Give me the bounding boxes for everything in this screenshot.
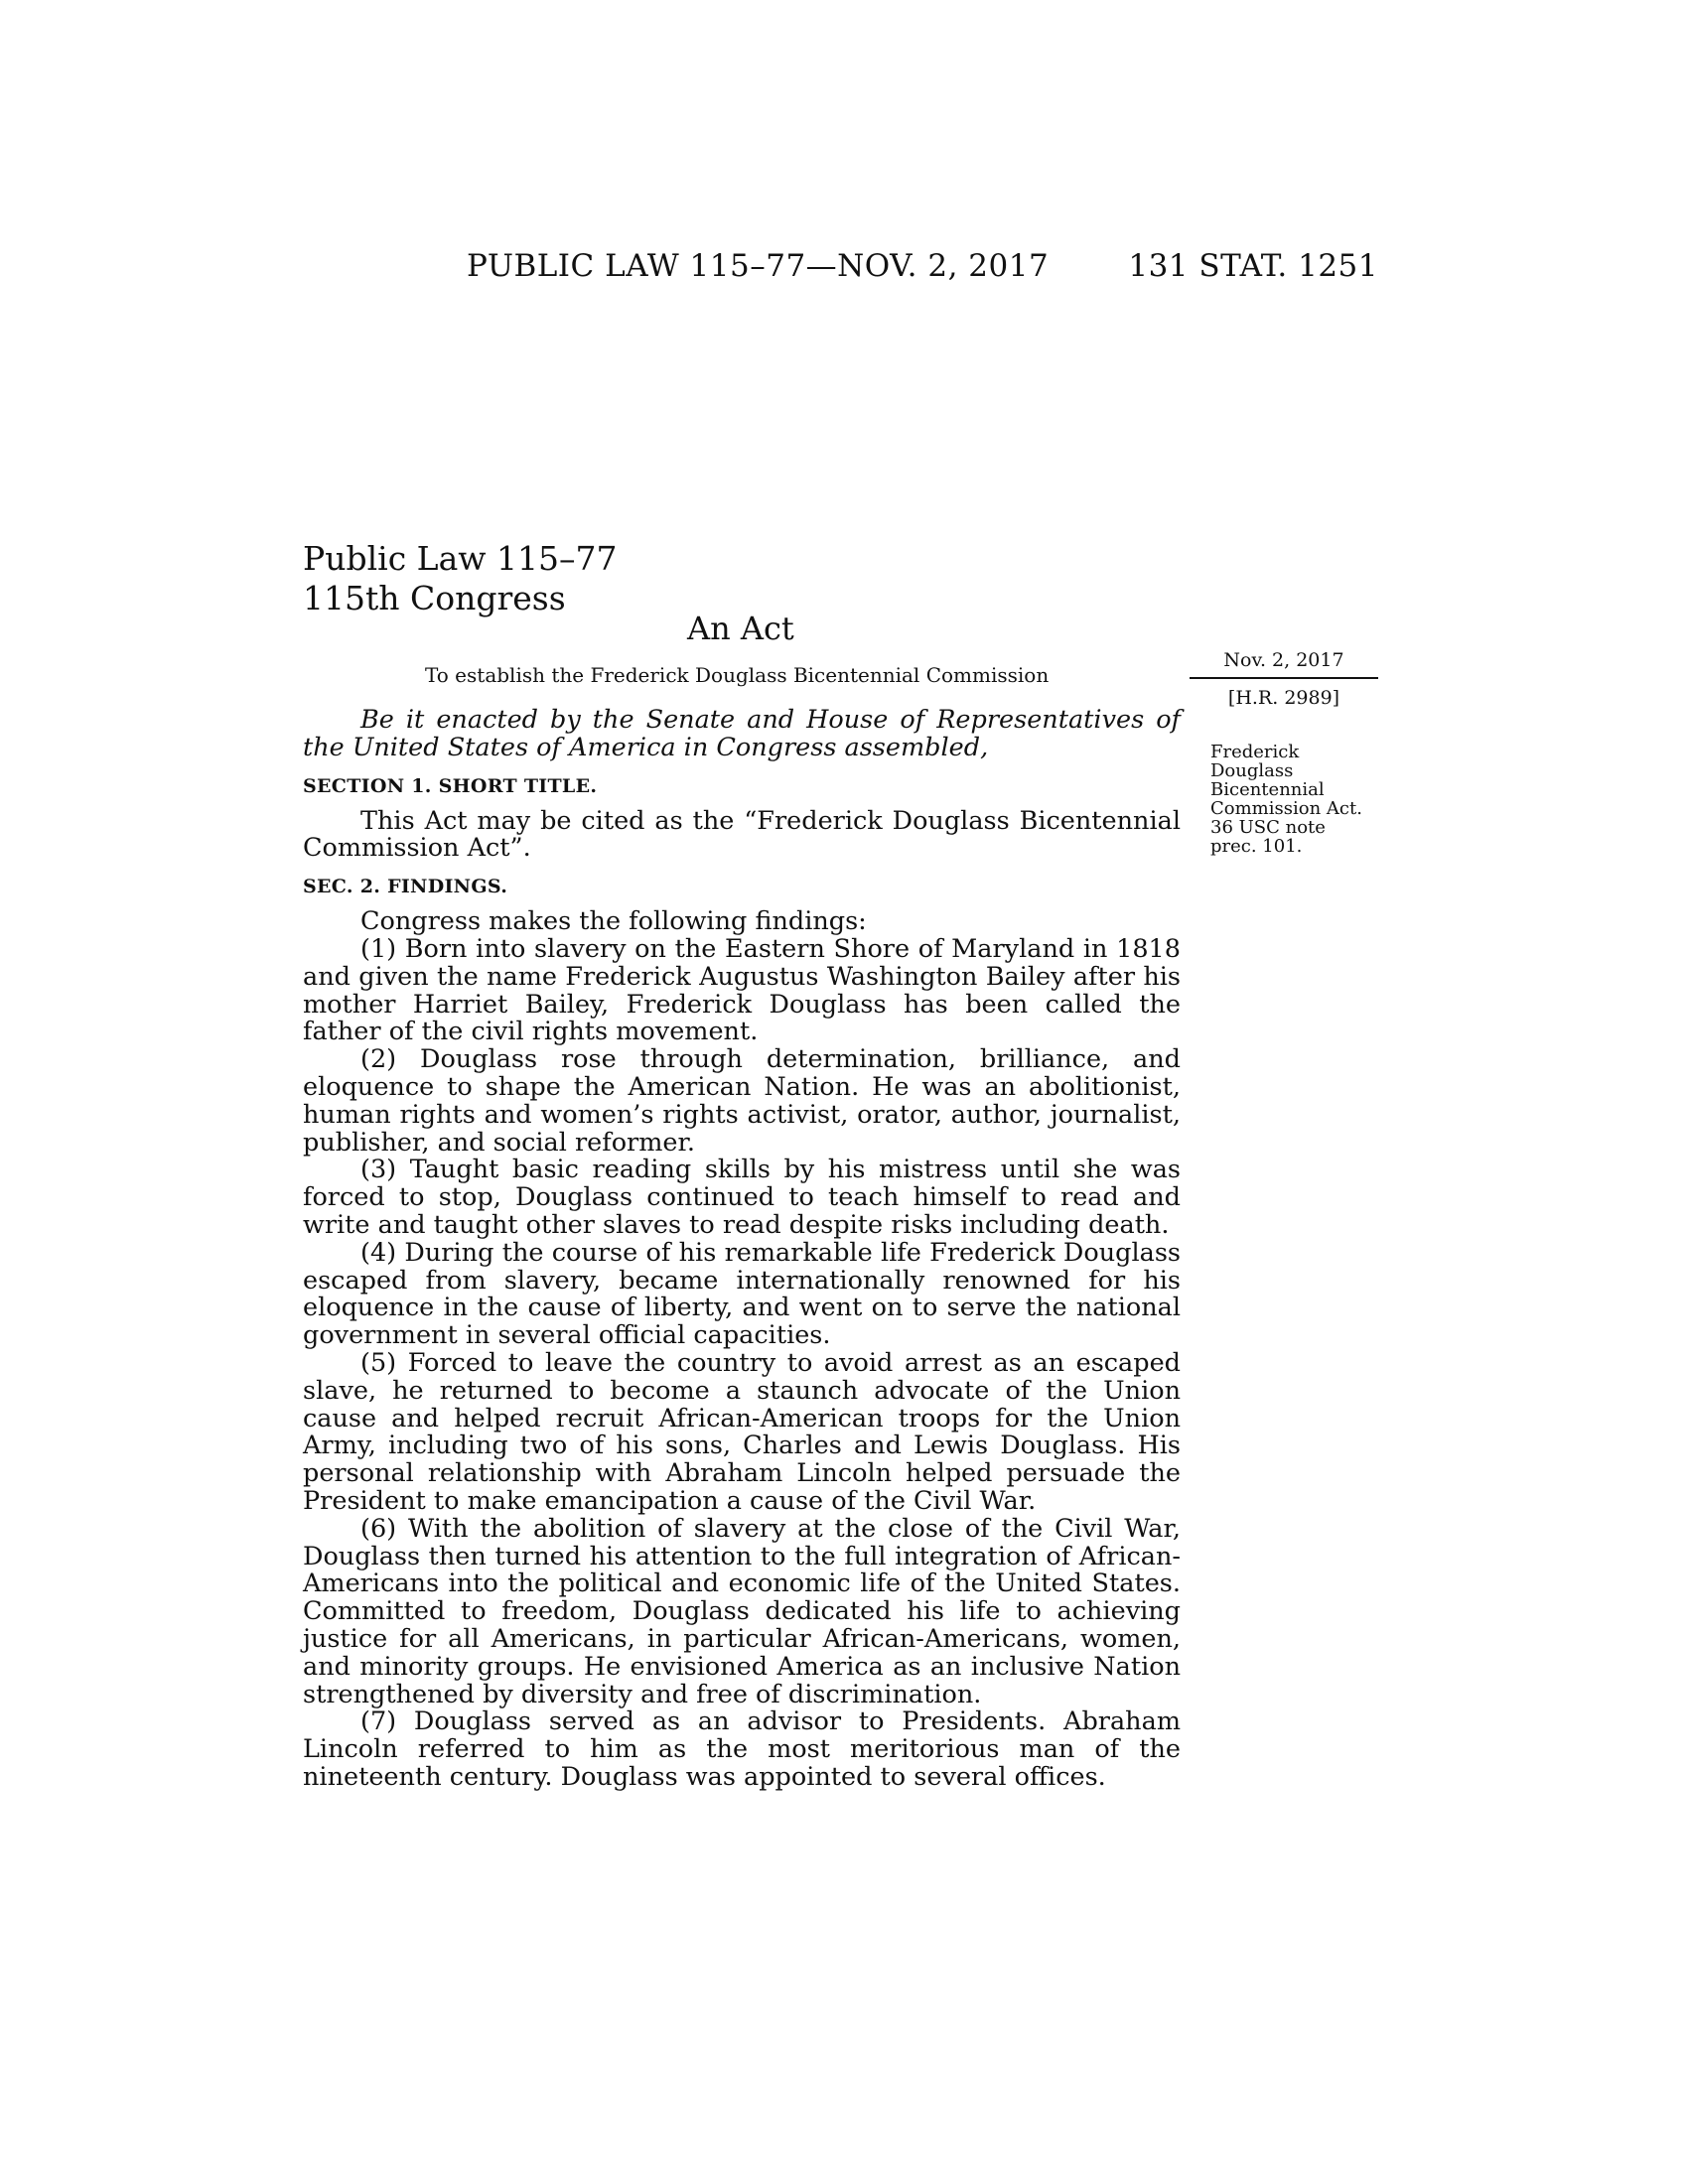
finding-2: (2) Douglass rose through determination, brilliance, and eloquence to shape the American Nation. He was an abolitionist, human rights and women’s rights activist, orator, author, journalist, publisher, and social reformer. bbox=[303, 1044, 1181, 1158]
finding-3: (3) Taught basic reading skills by his mistress until she was forced to stop, Douglass continued to teach himself to read and write and taught other slaves to read despite risks including death. bbox=[303, 1155, 1181, 1240]
congress-number: 115th Congress bbox=[303, 579, 566, 617]
finding-1: (1) Born into slavery on the Eastern Shore of Maryland in 1818 and given the name Frederick Augustus Washington Bailey after his mother Harriet Bailey, Frederick Douglass has been called the father of the civil rights movement. bbox=[303, 933, 1181, 1047]
finding-5: (5) Forced to leave the country to avoid arrest as an escaped slave, he returned to become a staunch advocate of the Union cause and helped recruit African-American troops for the Union Army, including two of his sons, Charles and Lewis Douglass. His personal relationship with Abraham Lincoln helped persuade the President to make emancipation a cause of the Civil War. bbox=[303, 1347, 1181, 1516]
margin-note-line: Bicentennial bbox=[1210, 779, 1325, 800]
running-head-page: 131 STAT. 1251 bbox=[1128, 248, 1378, 284]
enactment-date: Nov. 2, 2017 bbox=[1190, 649, 1378, 679]
section-2-intro: Congress makes the following findings: bbox=[360, 906, 867, 937]
law-identifier bbox=[303, 539, 617, 618]
act-heading: An Act bbox=[687, 610, 794, 647]
finding-7: (7) Douglass served as an advisor to Presidents. Abraham Lincoln referred to him as the most meritorious man of the nineteenth century. Douglass was appointed to several offices. bbox=[303, 1706, 1181, 1792]
section-2-heading: SEC. 2. FINDINGS. bbox=[303, 876, 508, 898]
bill-number: [H.R. 2989] bbox=[1227, 687, 1340, 709]
margin-note bbox=[1210, 743, 1389, 856]
section-1-heading: SECTION 1. SHORT TITLE. bbox=[303, 774, 598, 797]
margin-note-line: Douglass bbox=[1210, 760, 1294, 781]
margin-note-line: prec. 101. bbox=[1210, 836, 1303, 857]
section-1-text: This Act may be cited as the “Frederick Douglass Bicentennial Commission Act”. bbox=[303, 805, 1181, 864]
enactment-date-block bbox=[1190, 649, 1378, 709]
margin-note-line: 36 USC note bbox=[1210, 817, 1326, 838]
enacting-clause: Be it enacted by the Senate and House of Representatives of the United States of America in Congress assembled, bbox=[303, 705, 1181, 762]
margin-note-line: Commission Act. bbox=[1210, 798, 1362, 819]
law-number: Public Law 115–77 bbox=[303, 539, 618, 578]
finding-6: (6) With the abolition of slavery at the close of the Civil War, Douglass then turned his attention to the full integration of African-Americans into the political and economic life of the United States. Committed to freedom, Douglass dedicated his life to achieving justice for all Americans, in particular African-Americans, women, and minority groups. He envisioned America as an inclusive Nation strengthened by diversity and free of discrimination. bbox=[303, 1513, 1181, 1709]
running-head-title: PUBLIC LAW 115–77—NOV. 2, 2017 bbox=[467, 248, 1050, 284]
act-body bbox=[303, 707, 1181, 1792]
margin-note-line: Frederick bbox=[1210, 742, 1300, 762]
finding-4: (4) During the course of his remarkable life Frederick Douglass escaped from slavery, became internationally renowned for his eloquence in the cause of liberty, and went on to serve the national government in several official capacities. bbox=[303, 1237, 1181, 1351]
act-purpose: To establish the Frederick Douglass Bicentennial Commission bbox=[425, 663, 1050, 687]
